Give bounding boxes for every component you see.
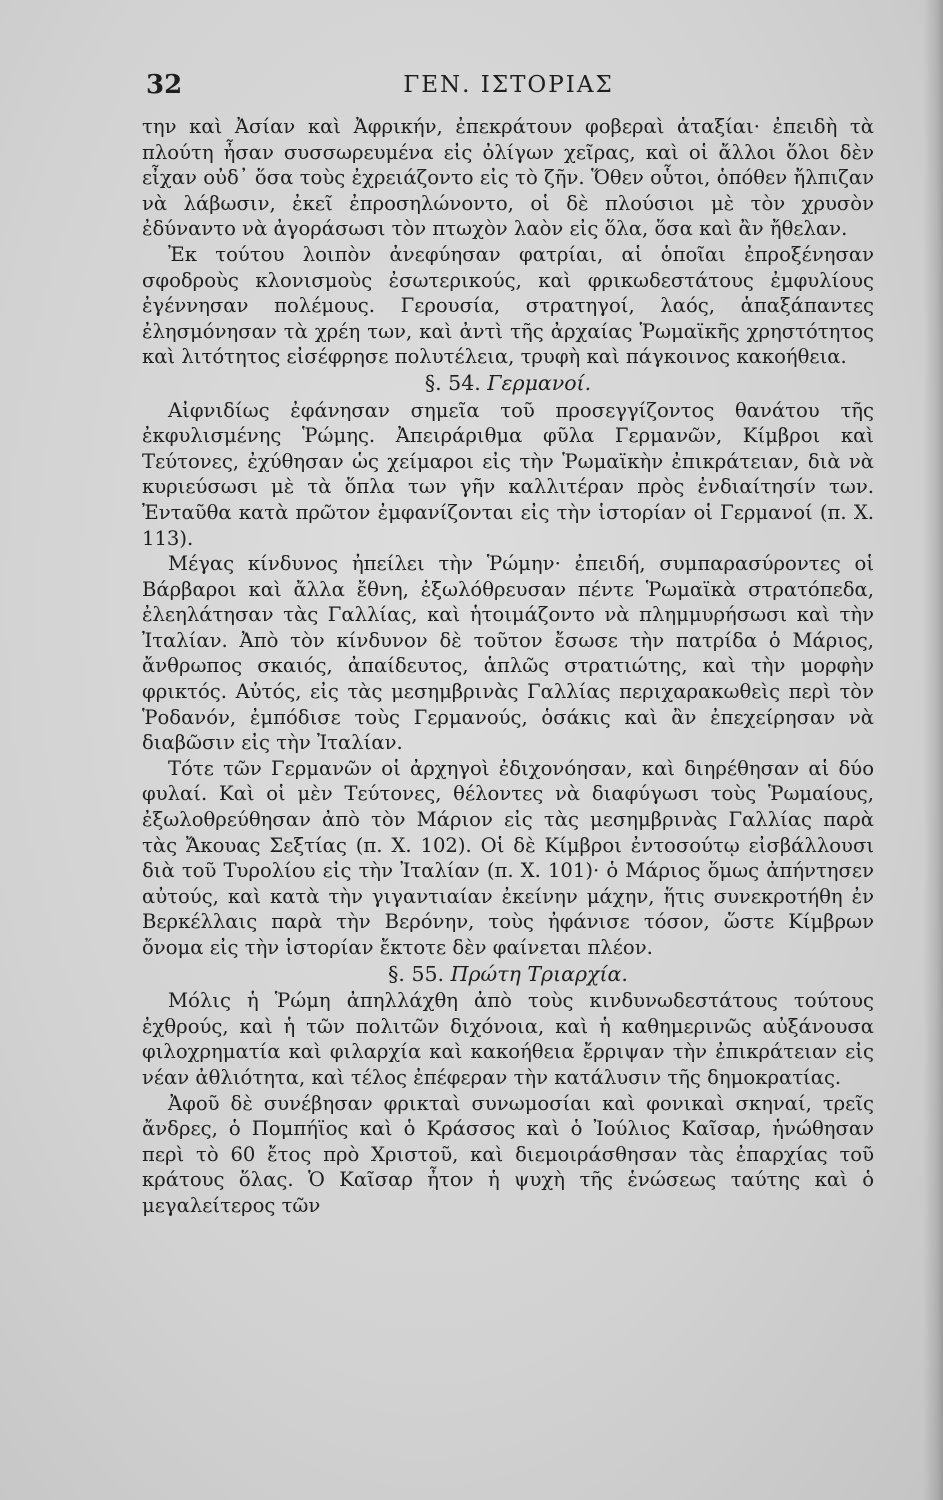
section-number: §. 54. — [424, 370, 481, 395]
paragraph: Τότε τῶν Γερμανῶν οἱ ἀρχηγοὶ ἐδιχονόησαν, καὶ διηρέθησαν αἱ δύο φυλαί. Καὶ οἱ μὲν Τεύτονες, θέλοντες νὰ διαφύγωσι τοὺς Ῥωμαίους, ἐξωλοθρεύθησαν ἀπὸ τὸν Μάριον εἰς τὰς μεσημβρινὰς Γαλλίας παρὰ τὰς Ἄκουας Σεξτίας (π. Χ. 102). Οἱ δὲ Κίμβροι ἐντοσούτῳ εἰσβάλλουσι διὰ τοῦ Τυρολίου εἰς τὴν Ἰταλίαν (π. Χ. 101)· ὁ Μάριος ὅμως ἀπήντησεν αὐτούς, καὶ κατὰ τὴν γιγαντιαίαν ἐκείνην μάχην, ἥτις συνεκροτήθη ἐν Βερκέλλαις παρὰ τὴν Βερόνην, τοὺς ἠφάνισε τόσον, ὥστε Κίμβρων ὄνομα εἰς τὴν ἱστορίαν ἔκτοτε δὲν φαίνεται πλέον. — [142, 756, 874, 959]
paragraph: Ἐκ τούτου λοιπὸν ἀνεφύησαν φατρίαι, αἱ ὁποῖαι ἐπροξένησαν σφοδροὺς κλονισμοὺς ἐσωτερικούς, καὶ φρικωδεστάτους ἐμφυλίους ἐγέννησαν πολέμους. Γερουσία, στρατηγοί, λαός, ἁπαξάπαντες ἐλησμόνησαν τὰ χρέη των, καὶ ἀντὶ τῆς ἀρχαίας Ῥωμαϊκῆς χρηστότητος καὶ λιτότητος εἰσέφρησε πολυτέλεια, τρυφὴ καὶ πάγκοινος κακοήθεια. — [142, 242, 874, 369]
section-title: Πρώτη Τριαρχία. — [450, 961, 628, 986]
body-text — [142, 114, 874, 1219]
paragraph: την καὶ Ἀσίαν καὶ Ἀφρικήν, ἐπεκράτουν φοβεραὶ ἀταξίαι· ἐπειδὴ τὰ πλούτη ἦσαν συσσωρευμένα εἰς ὀλίγων χεῖρας, καὶ οἱ ἄλλοι ὅλοι δὲν εἶχαν οὐδ᾽ ὅσα τοὺς ἐχρειάζοντο εἰς τὸ ζῆν. Ὅθεν οὗτοι, ὁπόθεν ἤλπιζαν νὰ λάβωσιν, ἐκεῖ ἐπροσηλώνοντο, οἱ δὲ πλούσιοι μὲ τὸν χρυσὸν ἐδύναντο νὰ ἀγοράσωσι τὸν πτωχὸν λαὸν εἰς ὅλα, ὅσα καὶ ἂν ἤθελαν. — [142, 115, 874, 241]
section-title: Γερμανοί. — [487, 370, 592, 395]
paragraph: Μέγας κίνδυνος ἠπείλει τὴν Ῥώμην· ἐπειδή, συμπαρασύροντες οἱ Βάρβαροι καὶ ἄλλα ἔθνη, ἐξωλόθρευσαν πέντε Ῥωμαϊκὰ στρατόπεδα, ἐλεηλάτησαν τὰς Γαλλίας, καὶ ἡτοιμάζοντο νὰ πλημμυρήσωσι καὶ τὴν Ἰταλίαν. Ἀπὸ τὸν κίνδυνον δὲ τοῦτον ἔσωσε τὴν πατρίδα ὁ Μάριος, ἄνθρωπος σκαιός, ἀπαίδευτος, ἁπλῶς στρατιώτης, καὶ τὴν μορφὴν φρικτός. Αὐτός, εἰς τὰς μεσημβρινὰς Γαλλίας περιχαρακωθεὶς περὶ τὸν Ῥοδανόν, ἐμπόδισε τοὺς Γερμανούς, ὁσάκις καὶ ἂν ἐπεχείρησαν νὰ διαβῶσιν εἰς τὴν Ἰταλίαν. — [142, 552, 874, 755]
section-heading — [142, 962, 874, 988]
paragraph: Μόλις ἡ Ῥώμη ἀπηλλάχθη ἀπὸ τοὺς κινδυνωδεστάτους τούτους ἐχθρούς, καὶ ἡ τῶν πολιτῶν διχόνοια, καὶ ἡ καθημερινῶς αὐξάνουσα φιλοχρηματία καὶ φιλαρχία καὶ κακοήθεια ἔρριψαν τὴν ἐπικράτειαν εἰς νέαν ἀθλιότητα, καὶ τέλος ἐπέφεραν τὴν κατάλυσιν τῆς δημοκρατίας. — [142, 989, 874, 1089]
section-heading — [142, 371, 874, 397]
page-header — [146, 70, 871, 104]
paragraph: Αἰφνιδίως ἐφάνησαν σημεῖα τοῦ προσεγγίζοντος θανάτου τῆς ἐκφυλισμένης Ῥώμης. Ἀπειράριθμα φῦλα Γερμανῶν, Κίμβροι καὶ Τεύτονες, ἐχύθησαν ὡς χείμαροι εἰς τὴν Ῥωμαϊκὴν ἐπικράτειαν, διὰ νὰ κυριεύσωσι μὲ τὰ ὅπλα των γῆν καλλιτέραν πρὸς ἐνδιαίτησίν των. Ἐνταῦθα κατὰ πρῶτον ἐμφανίζονται εἰς τὴν ἱστορίαν οἱ Γερμανοί (π. Χ. 113). — [142, 398, 874, 550]
page-number: 32 — [146, 70, 183, 100]
running-head: ΓΕΝ. ΙΣΤΟΡΙΑΣ — [403, 72, 614, 98]
section-number: §. 55. — [388, 961, 445, 986]
page-spine-shadow — [923, 0, 943, 1500]
paragraph: Ἀφοῦ δὲ συνέβησαν φρικταὶ συνωμοσίαι καὶ φονικαὶ σκηναί, τρεῖς ἄνδρες, ὁ Πομπήϊος καὶ ὁ Κράσσος καὶ ὁ Ἰούλιος Καῖσαρ, ἡνώθησαν περὶ τὸ 60 ἔτος πρὸ Χριστοῦ, καὶ διεμοιράσθησαν τὰς ἐπαρχίας τοῦ κράτους ὅλας. Ὁ Καῖσαρ ἦτον ἡ ψυχὴ τῆς ἑνώσεως ταύτης καὶ ὁ μεγαλείτερος τῶν — [142, 1091, 874, 1217]
